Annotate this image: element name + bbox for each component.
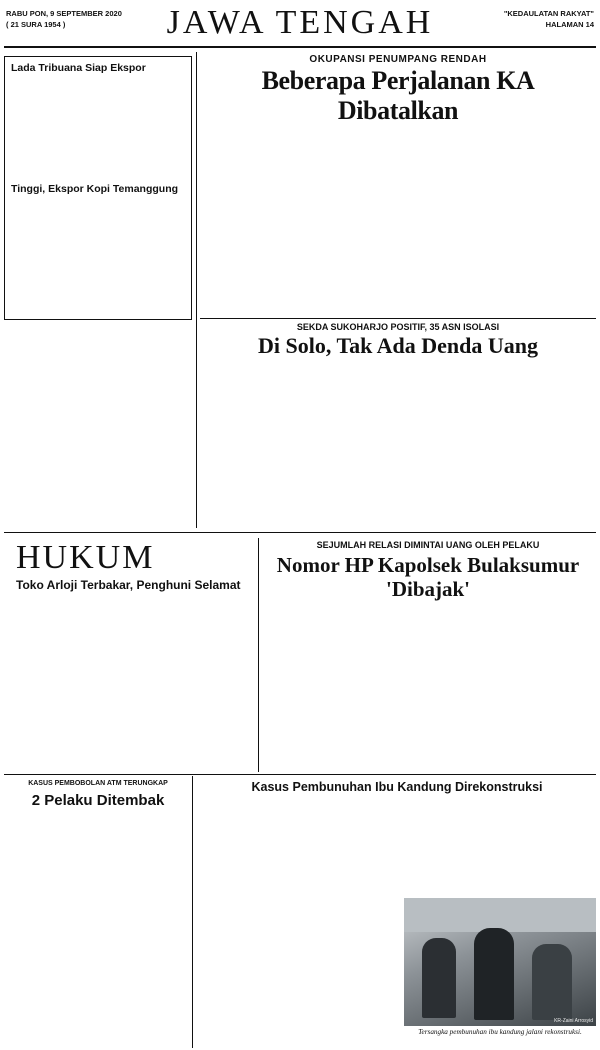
hijri-line: ( 21 SURA 1954 ) — [6, 20, 66, 29]
top-story-lead — [200, 100, 390, 162]
top-story-kicker: OKUPANSI PENUMPANG RENDAH — [309, 54, 487, 65]
mid-story-col-b — [280, 362, 356, 528]
pembunuhan-headline: Kasus Pembunuhan Ibu Kandung Direkonstruksi — [251, 780, 543, 794]
section-divider — [4, 532, 596, 533]
section-title: JAWA TENGAH — [166, 4, 434, 41]
story-heading-kopi: Tinggi, Ekspor Kopi Temanggung — [11, 183, 179, 195]
arloji-headline: Toko Arloji Terbakar, Penghuni Selamat — [16, 578, 241, 592]
atm-body — [8, 814, 188, 1046]
story-body-kopi — [11, 198, 185, 322]
mid-story-kicker: SEKDA SUKOHARJO POSITIF, 35 ASN ISOLASI — [296, 322, 500, 332]
mid-story-col-d — [440, 362, 516, 528]
pembunuhan-col-a — [198, 798, 296, 1046]
photo-caption: Tersangka pembunuhan ibu kandung jalani rekonstruksi. — [418, 1028, 582, 1036]
motto: "KEDAULATAN RAKYAT" — [503, 9, 594, 18]
photo-person — [474, 928, 514, 1020]
hp-story-col-b — [374, 586, 482, 768]
hp-story-headline: Nomor HP Kapolsek Bulaksumur 'Dibajak' — [276, 553, 580, 601]
hp-story-col-c — [486, 586, 594, 768]
arloji-col-a — [8, 596, 128, 768]
photo-person — [532, 944, 572, 1020]
mid-story-col-c — [360, 362, 436, 528]
top-story-col-d — [500, 100, 596, 316]
photo-credit: KR-Zaini Arrosyid — [554, 1018, 593, 1024]
story-heading-lada: Lada Tribuana Siap Ekspor — [11, 62, 146, 74]
news-photo — [404, 898, 596, 1026]
hp-story-kicker: SEJUMLAH RELASI DIMINTAI UANG OLEH PELAKU — [316, 540, 540, 550]
top-story-col-b — [298, 166, 392, 316]
date-line: RABU PON, 9 SEPTEMBER 2020 — [6, 9, 122, 18]
mid-story-col-e — [520, 362, 596, 528]
left-boxed-stories — [4, 56, 192, 320]
page-number: HALAMAN 14 — [545, 20, 594, 29]
masthead — [4, 2, 596, 48]
column-divider — [196, 52, 197, 528]
top-story-headline: Beberapa Perjalanan KA Dibatalkan — [261, 66, 535, 125]
mid-story-headline: Di Solo, Tak Ada Denda Uang — [258, 333, 538, 358]
section-label: HUKUM — [16, 539, 155, 576]
atm-headline: 2 Pelaku Ditembak — [31, 792, 165, 809]
arloji-col-b — [132, 596, 254, 768]
column-divider-hukum — [258, 538, 259, 772]
pembunuhan-col-d — [502, 798, 596, 894]
masthead-page-block — [504, 8, 594, 30]
photo-person — [422, 938, 456, 1018]
pembunuhan-col-c — [404, 798, 498, 894]
story-body-lada — [11, 77, 185, 179]
story-divider — [200, 318, 596, 319]
top-story-col-a — [200, 166, 294, 316]
story-divider-lower — [4, 774, 596, 775]
mid-story-col-a — [200, 362, 276, 528]
pembunuhan-col-b — [300, 798, 398, 1046]
hp-story-col-a — [262, 586, 370, 768]
top-story-col-c — [398, 100, 494, 316]
left-column — [4, 56, 192, 320]
atm-kicker: KASUS PEMBOBOLAN ATM TERUNGKAP — [28, 780, 168, 787]
column-divider-bottom — [192, 776, 193, 1048]
photo-vehicle — [404, 898, 596, 932]
